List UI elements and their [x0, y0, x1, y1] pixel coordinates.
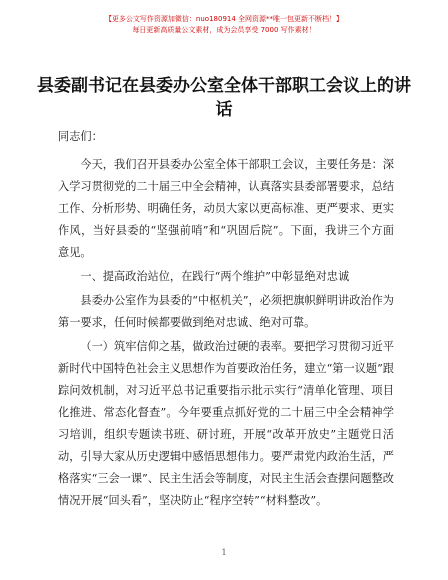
promo-banner	[0, 14, 448, 36]
promo-banner-line-2: 每日更新高质量公文素材，成为会员享受 7000 写作素材！	[132, 26, 316, 34]
document-body	[58, 126, 394, 514]
paragraph-section-1: 县委办公室作为县委的“中枢机关”，必须把旗帜鲜明讲政治作为第一要求，任何时候都要做到绝对忠诚、绝对可靠。	[58, 294, 394, 329]
promo-banner-line-1: 【更多公文写作资源加微信：nuo180914 全网资源**唯一包更新不断档！】	[104, 15, 344, 23]
paragraph-intro: 今天，我们召开县委办公室全体干部职工会议，主要任务是：深入学习贯彻党的二十届三中全会精神，认真落实县委部署要求，总结工作、分析形势、明确任务，动员大家以更高标准、更严要求、更实作风，当好县委的“坚强前哨”和“巩固后院”。下面，我讲三个方面意见。	[58, 158, 394, 259]
page-number: 1	[221, 548, 227, 557]
document-title: 县委副书记在县委办公室全体干部职工会议上的讲话	[37, 76, 411, 120]
paragraph-subsection-1: （一）筑牢信仰之基，做政治过硬的表率。要把学习贯彻习近平新时代中国特色社会主义思想作为首要政治任务，建立“第一议题”跟踪问效机制，对习近平总书记重要指示批示实行“清单化管理、项目化推进、常态化督查”。今年要重点抓好党的二十届三中全会精神学习培训，组织专题读书班、研讨班，开展“改革开放史”主题党日活动，引导大家从历史逻辑中感悟思想伟力。要严肃党内政治生活，严格落实“三会一课”、民主生活会等制度，对民主生活会查摆问题整改情况开展“回头看”，坚决防止“程序空转”“材料整改”。	[58, 340, 394, 507]
salutation: 同志们：	[58, 130, 103, 143]
section-heading-1: 一、提高政治站位，在践行“两个维护”中彰显绝对忠诚	[80, 270, 350, 283]
